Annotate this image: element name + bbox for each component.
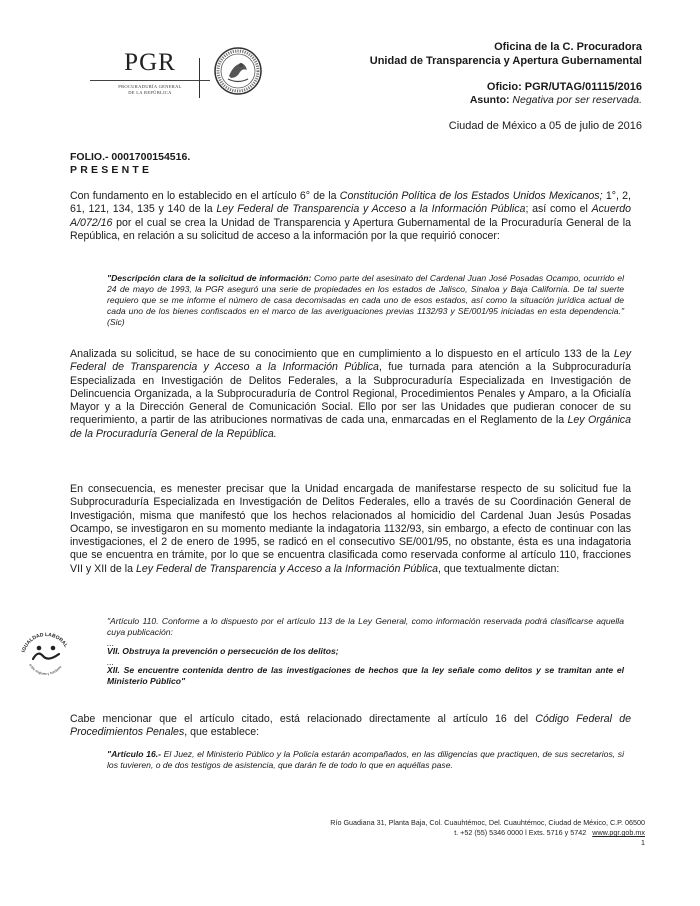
footer-contact bbox=[454, 828, 645, 838]
text: Con fundamento en lo establecido en el artículo 6° de la bbox=[70, 190, 340, 202]
office-line-1: Oficina de la C. Procuradora bbox=[494, 41, 642, 53]
pgr-logo-rule bbox=[90, 80, 210, 81]
paragraph-article-16 bbox=[70, 713, 631, 740]
fraction-xii: XII. Se encuentre contenida dentro de las investigaciones de hechos que la ley señale como delitos y se tramitan ante el Ministerio Público" bbox=[107, 665, 624, 686]
footer-phone: t. +52 (55) 5346 0000 l Exts. 5716 y 5742 bbox=[454, 828, 587, 837]
fraction-vii: VII. Obstruya la prevención o persecución de los delitos; bbox=[107, 646, 339, 656]
office-line-2: Unidad de Transparencia y Apertura Gubernamental bbox=[369, 55, 642, 67]
asunto-value: Negativa por ser reservada. bbox=[512, 94, 642, 106]
pgr-logo-sub-1: PROCURADURÍA GENERAL bbox=[118, 84, 182, 89]
folio: FOLIO.- 0001700154516. bbox=[70, 151, 191, 163]
side-logo-top-text: IGUALDAD LABORAL bbox=[20, 631, 69, 654]
svg-text:IGUALDAD LABORAL bbox=[21, 632, 69, 653]
quote-text: El Juez, el Ministerio Público y la Policía estarán acompañados, en las diligencias que practiquen, de sus secretarios, si los tuvieren, o de dos testigos de asistencia, que darán fe de todo lo que en aquéllas pase. bbox=[107, 749, 624, 770]
quote-article-16 bbox=[107, 749, 624, 771]
paragraph-analysis bbox=[70, 348, 631, 441]
svg-text:entre mujeres y hombres bbox=[28, 663, 62, 676]
pgr-logo-sub-2: DE LA REPÚBLICA bbox=[128, 90, 172, 95]
mexico-seal-icon bbox=[213, 46, 263, 96]
letterhead-divider bbox=[199, 58, 200, 98]
oficio-number: Oficio: PGR/UTAG/01115/2016 bbox=[486, 81, 642, 93]
text-italic: Código Federal de Procedimientos Penales bbox=[70, 713, 631, 739]
text: , que textualmente dictan: bbox=[438, 562, 560, 575]
ellipsis: ... bbox=[107, 638, 115, 648]
text-italic: Acuerdo A/072/16 bbox=[70, 203, 632, 229]
quote-text: Como parte del asesinato del Cardenal Juan José Posadas Ocampo, ocurrido el 24 de mayo de 1993, la PGR aseguró una serie de propiedades en los estados de Jalisco, Sinaloa y Baja California. De tal suerte requiero que se me informe el número de casa decomisadas en cada uno de esos estados, así como la situación jurídica actual de cada uno de los bienes confiscados en el marco de las averiguaciones previas 1132/93 y SE/001/95 iniciadas en esta dependencia." (Sic) bbox=[107, 273, 624, 327]
text-italic: Ley Federal de Transparencia y Acceso a la Información Pública bbox=[70, 348, 631, 374]
document-date: Ciudad de México a 05 de julio de 2016 bbox=[448, 120, 642, 132]
presente: PRESENTE bbox=[70, 164, 153, 176]
quote-intro: "Artículo 110. Conforme a lo dispuesto por el artículo 113 de la Ley General, como información reservada podrá clasificarse aquella cuya publicación: bbox=[107, 616, 624, 637]
quote-bold: "Descripción clara de la solicitud de información: bbox=[107, 273, 312, 283]
paragraph-consequence bbox=[70, 483, 631, 576]
text: ; así como el bbox=[525, 203, 592, 216]
text: 1°, 2, 61, 121, 134, 135 y 140 de la bbox=[70, 190, 631, 216]
footer-url-link[interactable]: www.pgr.gob.mx bbox=[592, 828, 645, 837]
quote-article-110 bbox=[107, 616, 624, 687]
text-italic: Ley Orgánica de la Procuraduría General de la República. bbox=[70, 414, 631, 440]
text: Analizada su solicitud, se hace de su conocimiento que en cumplimiento a lo dispuesto en el artículo 133 de la bbox=[70, 348, 614, 360]
asunto bbox=[470, 93, 642, 107]
asunto-label: Asunto: bbox=[469, 94, 510, 106]
quote-request-description bbox=[107, 273, 624, 328]
text: Cabe mencionar que el artículo citado, está relacionado directamente al artículo 16 del bbox=[70, 713, 536, 725]
text-italic: Ley Federal de Transparencia y Acceso a la Información Pública bbox=[135, 562, 439, 575]
ellipsis: ... bbox=[107, 657, 115, 667]
page-number: 1 bbox=[640, 838, 645, 847]
quote-bold: "Artículo 16.- bbox=[107, 749, 161, 759]
paragraph-legal-basis bbox=[70, 190, 631, 243]
text: , que establece: bbox=[184, 726, 260, 739]
text: En consecuencia, es menester precisar que la Unidad encargada de manifestarse respecto de su solicitud fue la Subprocuraduría Especializada en Investigación de Delitos Federales, ello a través de su Coordinación General de Investigación, misma que manifestó que los hechos relacionados al homicidio del Cardenal Juan Jesús Posadas Ocampo, se investigaron en su momento mediante la indagatoria 1132/93, sin embargo, a efecto de continuar con las investigaciones, el 2 de enero de 1995, se radicó en el consecutivo SE/001/95, no obstante, ésta es una indagatoria que se encuentra en trámite, por lo que se encuentra clasificada como reservada conforme al artículo 110, fracciones VII y XII de la bbox=[70, 483, 631, 575]
footer-address: Río Guadiana 31, Planta Baja, Col. Cuauhtémoc, Del. Cuauhtémoc, Ciudad de México, C.P. 06500 bbox=[330, 818, 645, 827]
pgr-logo bbox=[100, 50, 200, 96]
office-header bbox=[370, 40, 642, 68]
text: por el cual se crea la Unidad de Transparencia y Apertura Gubernamental de la Procuraduría General de la República, en relación a su solicitud de acceso a la información por la que requirió conocer: bbox=[70, 216, 631, 242]
text: , fue turnada para atención a la Subprocuraduría Especializada en Investigación de Delitos Federales, a la Subprocuraduría Especializada en Investigación de Delincuencia Organizada, a la Subprocuraduría de Control Regional, Procedimientos Penales y Amparo, a la Oficialía Mayor y a la Dirección General de Comunicación Social. Ello por ser las Unidades que pudieran conocer de su requerimiento, a partir de las atribuciones normativas de cada una, enmarcadas en el Reglamento de la bbox=[70, 361, 631, 427]
igualdad-laboral-logo-icon bbox=[16, 628, 76, 680]
text-italic: Ley Federal de Transparencia y Acceso a la Información Pública bbox=[216, 203, 526, 216]
side-logo-bottom-text: entre mujeres y hombres bbox=[28, 663, 63, 676]
pgr-logo-text: PGR bbox=[124, 49, 176, 76]
text-italic: Constitución Política de los Estados Unidos Mexicanos; bbox=[339, 190, 603, 202]
